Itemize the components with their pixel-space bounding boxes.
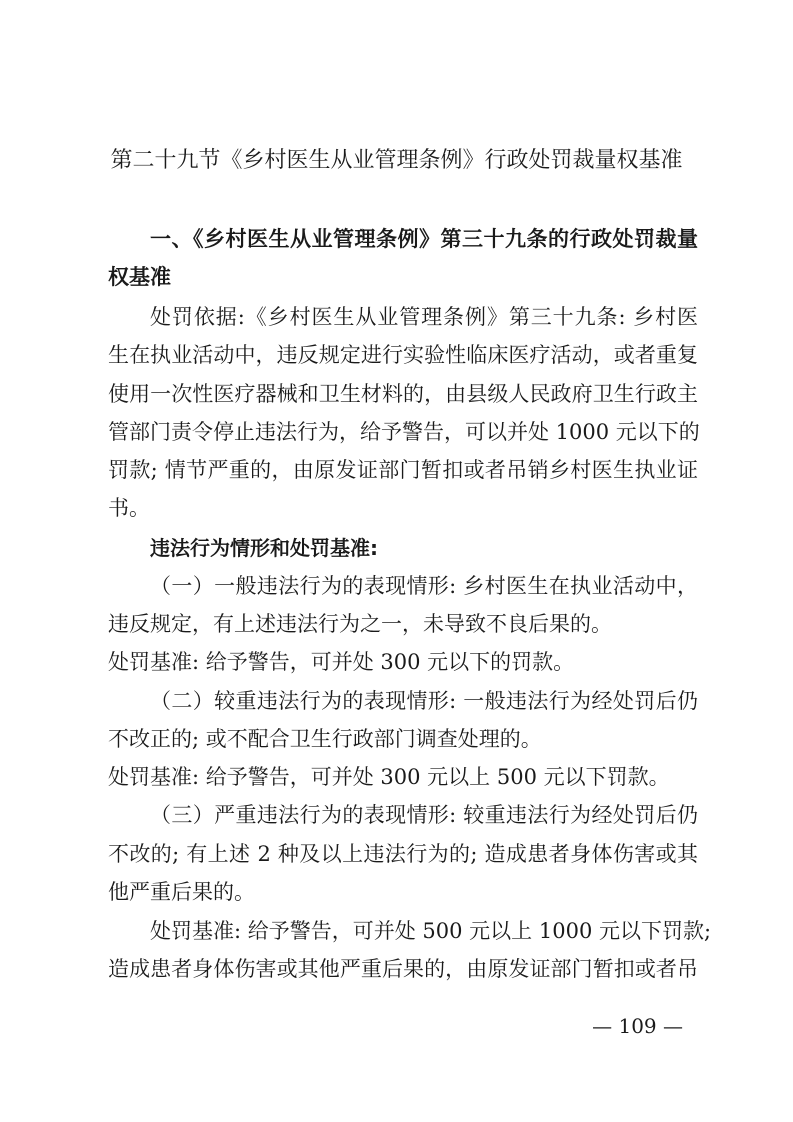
level2-line-1: （二）较重违法行为的表现情形: 一般违法行为经处罚后仍 <box>150 689 698 713</box>
page-title: 第二十九节《乡村医生从业管理条例》行政处罚裁量权基准 <box>110 148 683 173</box>
level3-line-2: 不改的; 有上述 2 种及以上违法行为的; 造成患者身体伤害或其 <box>108 842 698 866</box>
basis-line-3: 使用一次性医疗器械和卫生材料的，由县级人民政府卫生行政主 <box>108 382 698 406</box>
level3-line-1: （三）严重违法行为的表现情形: 较重违法行为经处罚后仍 <box>150 803 698 827</box>
level1-line-2: 违反规定，有上述违法行为之一，未导致不良后果的。 <box>108 612 612 636</box>
page-number: — 109 — <box>592 1014 683 1038</box>
basis-line-6: 书。 <box>108 496 150 520</box>
level1-line-1: （一）一般违法行为的表现情形: 乡村医生在执业活动中， <box>150 574 698 598</box>
section-heading-line-1: 一、《乡村医生从业管理条例》第三十九条的行政处罚裁量 <box>150 227 698 251</box>
basis-line-2: 生在执业活动中，违反规定进行实验性临床医疗活动，或者重复 <box>108 343 698 367</box>
level2-penalty: 处罚基准: 给予警告，可并处 300 元以上 500 元以下罚款。 <box>108 765 670 789</box>
level3-penalty-line-2: 造成患者身体伤害或其他严重后果的，由原发证部门暂扣或者吊 <box>108 957 698 981</box>
level2-line-2: 不改正的; 或不配合卫生行政部门调查处理的。 <box>108 727 542 751</box>
level1-penalty: 处罚基准: 给予警告，可并处 300 元以下的罚款。 <box>108 650 575 674</box>
basis-line-4: 管部门责令停止违法行为，给予警告，可以并处 1000 元以下的 <box>108 420 700 444</box>
standards-heading: 违法行为情形和处罚基准: <box>150 536 378 560</box>
basis-line-5: 罚款; 情节严重的，由原发证部门暂扣或者吊销乡村医生执业证 <box>108 458 698 482</box>
section-heading-line-2: 权基准 <box>108 265 171 289</box>
basis-line-1: 处罚依据:《乡村医生从业管理条例》第三十九条: 乡村医 <box>150 305 698 329</box>
level3-penalty-line-1: 处罚基准: 给予警告，可并处 500 元以上 1000 元以下罚款; <box>150 919 712 943</box>
level3-line-3: 他严重后果的。 <box>108 880 255 904</box>
